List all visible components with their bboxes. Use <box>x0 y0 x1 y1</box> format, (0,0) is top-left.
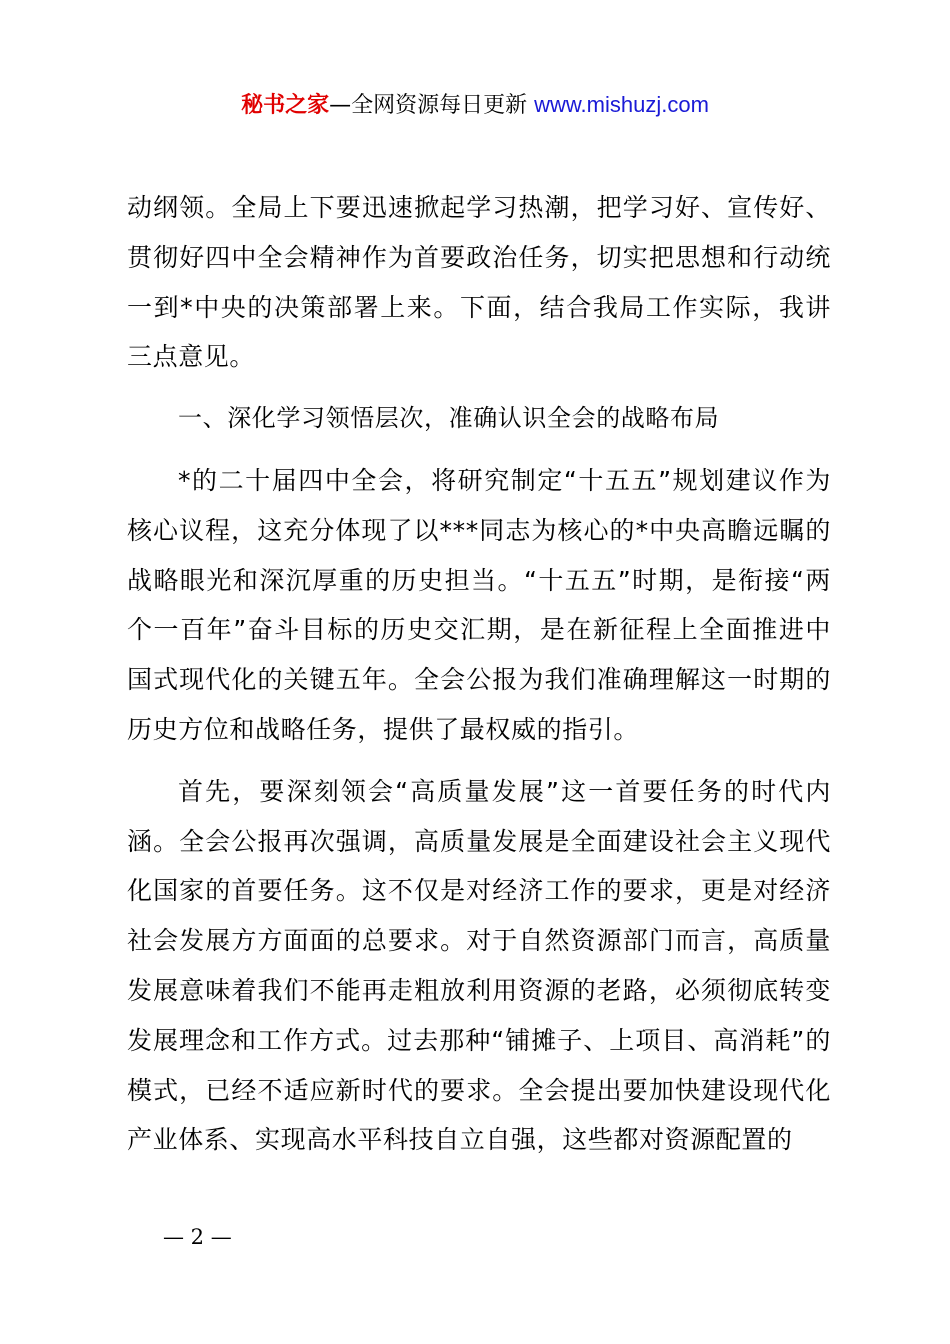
paragraph-continuation: 动纲领。全局上下要迅速掀起学习热潮，把学习好、宣传好、贯彻好四中全会精神作为首要政治任务，切实把思想和行动统一到*中央的决策部署上来。下面，结合我局工作实际，我讲三点意见。 <box>127 193 831 372</box>
header-tagline: —全网资源每日更新 <box>329 93 528 118</box>
paragraph: 首先，要深刻领会“高质量发展”这一首要任务的时代内涵。全会公报再次强调，高质量发展是全面建设社会主义现代化国家的首要任务。这不仅是对经济工作的要求，更是对经济社会发展方方面面的总要求。对于自然资源部门而言，高质量发展意味着我们不能再走粗放利用资源的老路，必须彻底转变发展理念和工作方式。过去那种“铺摊子、上项目、高消耗”的模式，已经不适应新时代的要求。全会提出要加快建设现代化产业体系、实现高水平科技自立自强，这些都对资源配置的 <box>127 776 831 1155</box>
document-body <box>127 183 831 1165</box>
site-url[interactable]: www.mishuzj.com <box>534 92 709 117</box>
paragraph: *的二十届四中全会，将研究制定“十五五”规划建议作为核心议程，这充分体现了以***同志为核心的*中央高瞻远瞩的战略眼光和深沉厚重的历史担当。“十五五”时期，是衔接“两个一百年”奋斗目标的历史交汇期，是在新征程上全面推进中国式现代化的关键五年。全会公报为我们准确理解这一时期的历史方位和战略任务，提供了最权威的指引。 <box>127 465 831 744</box>
page-header <box>0 88 950 123</box>
brand-name: 秘书之家 <box>241 93 330 118</box>
section-heading: 一、深化学习领悟层次，准确认识全会的战略布局 <box>178 404 720 433</box>
page-number: — 2 — <box>163 1225 232 1249</box>
